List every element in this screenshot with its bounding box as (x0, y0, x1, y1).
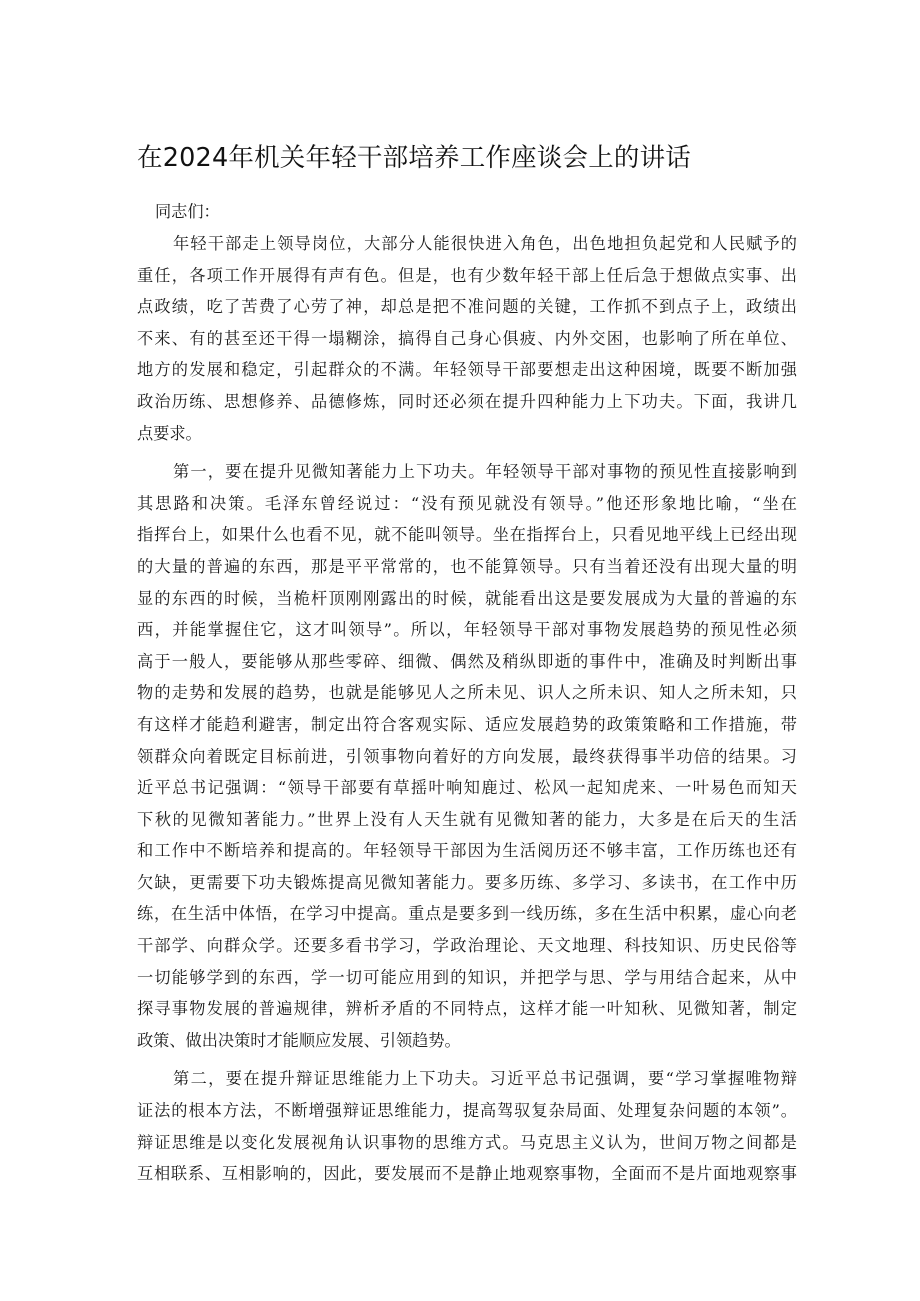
paragraph-line: 互相联系、互相影响的，因此，要发展而不是静止地观察事物，全面而不是片面地观察事 (137, 1164, 797, 1184)
paragraph-line: 近平总书记强调：“领导干部要有草摇叶响知鹿过、松风一起知虎来、一叶易色而知天 (137, 778, 797, 798)
paragraph-line: 练，在生活中体悟，在学习中提高。重点是要多到一线历练，多在生活中积累，虚心向老 (137, 904, 797, 924)
paragraph (137, 1063, 797, 1189)
paragraph-line: 政治历练、思想修养、品德修炼，同时还必须在提升四种能力上下功夫。下面，我讲几 (137, 391, 797, 411)
paragraph-line: 证法的根本方法，不断增强辩证思维能力，提高驾驭复杂局面、处理复杂问题的本领”。 (137, 1101, 797, 1121)
paragraph-line: 高于一般人，要能够从那些零碎、细微、偶然及稍纵即逝的事件中，准确及时判断出事 (137, 651, 797, 671)
paragraph-line: 西，并能掌握住它，这才叫领导”。所以，年轻领导干部对事物发展趋势的预见性必须 (137, 620, 797, 640)
paragraph-line: 政策、做出决策时才能顺应发展、引领趋势。 (137, 1030, 461, 1050)
document-body (137, 228, 797, 1190)
paragraph-line: 探寻事物发展的普遍规律，辨析矛盾的不同特点，这样才能一叶知秋、见微知著，制定 (137, 999, 797, 1019)
paragraph-line: 第一，要在提升见微知著能力上下功夫。年轻领导干部对事物的预见性直接影响到 (173, 462, 797, 482)
paragraph-line: 有这样才能趋利避害，制定出符合客观实际、适应发展趋势的政策策略和工作措施，带 (137, 714, 797, 734)
paragraph-line: 领群众向着既定目标前进，引领事物向着好的方向发展，最终获得事半功倍的结果。习 (137, 746, 797, 766)
paragraph-line: 干部学、向群众学。还要多看书学习，学政治理论、天文地理、科技知识、历史民俗等 (137, 936, 797, 956)
paragraph-line: 的大量的普遍的东西，那是平平常常的，也不能算领导。只有当着还没有出现大量的明 (137, 556, 797, 576)
document-title: 在2024年机关年轻干部培养工作座谈会上的讲话 (137, 143, 691, 173)
paragraph-line: 下秋的见微知著能力。”世界上没有人天生就有见微知著的能力，大多是在后天的生活 (137, 809, 797, 829)
paragraph-line: 年轻干部走上领导岗位，大部分人能很快进入角色，出色地担负起党和人民赋予的 (173, 234, 797, 253)
paragraph-line: 和工作中不断培养和提高的。年轻领导干部因为生活阅历还不够丰富，工作历练也还有 (137, 841, 797, 861)
paragraph-line: 不来、有的甚至还干得一塌糊涂，搞得自己身心俱疲、内外交困，也影响了所在单位、 (137, 328, 797, 348)
paragraph-line: 第二，要在提升辩证思维能力上下功夫。习近平总书记强调，要“学习掌握唯物辩 (173, 1069, 797, 1089)
paragraph-line: 重任，各项工作开展得有声有色。但是，也有少数年轻干部上任后急于想做点实事、出 (137, 265, 797, 285)
salutation: 同志们： (155, 202, 220, 221)
paragraph-line: 辩证思维是以变化发展视角认识事物的思维方式。马克思主义认为，世间万物之间都是 (137, 1132, 797, 1152)
paragraph-line: 欠缺，更需要下功夫锻炼提高见微知著能力。要多历练、多学习、多读书，在工作中历 (137, 872, 797, 892)
paragraph-line: 指挥台上，如果什么也看不见，就不能叫领导。坐在指挥台上，只看见地平线上已经出现 (137, 525, 797, 545)
paragraph-line: 一切能够学到的东西，学一切可能应用到的知识，并把学与思、学与用结合起来，从中 (137, 967, 797, 987)
paragraph-line: 地方的发展和稳定，引起群众的不满。年轻领导干部要想走出这种困境，既要不断加强 (137, 360, 797, 380)
paragraph (137, 456, 797, 1056)
paragraph-line: 其思路和决策。毛泽东曾经说过：“没有预见就没有领导。”他还形象地比喻，“坐在 (137, 493, 797, 513)
paragraph (137, 228, 797, 449)
paragraph-line: 点政绩，吃了苦费了心劳了神，却总是把不准问题的关键，工作抓不到点子上，政绩出 (137, 297, 797, 317)
paragraph-line: 显的东西的时候，当桅杆顶刚刚露出的时候，就能看出这是要发展成为大量的普遍的东 (137, 588, 797, 608)
paragraph-line: 点要求。 (137, 423, 202, 443)
paragraph-line: 物的走势和发展的趋势，也就是能够见人之所未见、识人之所未识、知人之所未知，只 (137, 683, 797, 703)
